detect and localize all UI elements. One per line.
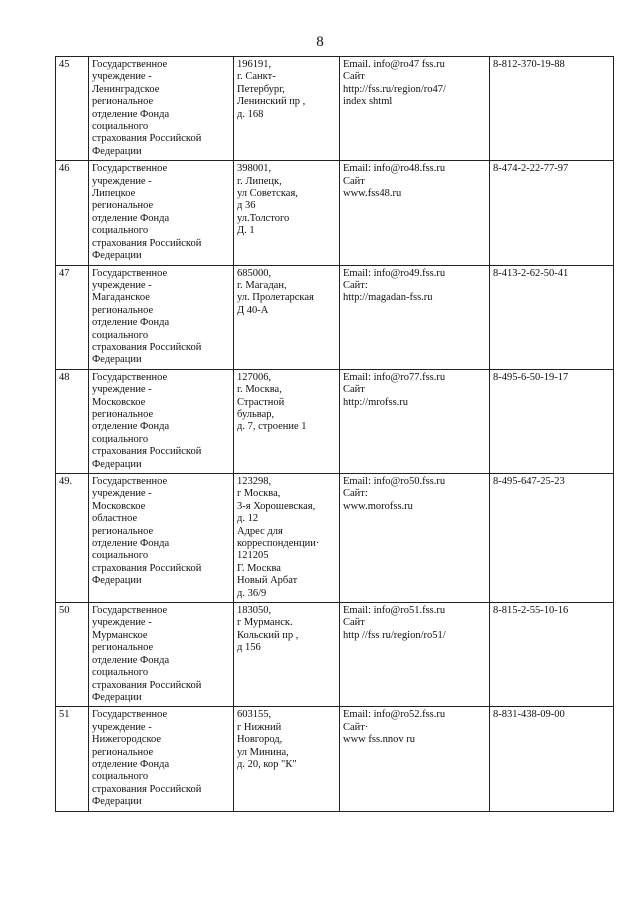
email-website-line: Сайт (343, 175, 365, 187)
email-website (340, 57, 490, 161)
organization-name-line: Федерации (92, 796, 142, 808)
email-website-line: index shtml (343, 96, 393, 108)
organization-name-line: отделение Фонда (92, 654, 170, 666)
postal-address-line: д 36 (237, 200, 256, 212)
email-website (340, 603, 490, 707)
organization-name-line: страхования Российской (92, 133, 202, 145)
organization-name (89, 369, 234, 473)
email-website-line: http://fss.ru/region/ro47/ (343, 83, 446, 95)
page-number: 8 (316, 34, 324, 50)
organization-name-line: Федерации (92, 145, 142, 157)
postal-address-line: Д. 1 (237, 225, 255, 237)
email-website-line: http://mrofss.ru (343, 396, 409, 408)
table-row (56, 707, 614, 811)
organization-name-line: региональное (92, 200, 154, 212)
organization-name-line: региональное (92, 525, 154, 537)
postal-address (234, 57, 340, 161)
table-row (56, 369, 614, 473)
postal-address-line: Петербург, (237, 83, 285, 95)
email-website-line: Сайт: (343, 488, 368, 500)
email-website-line: Email: info@ro51.fss.ru (343, 605, 446, 617)
organization-name-line: региональное (92, 642, 154, 654)
row-number: 45 (56, 57, 89, 161)
postal-address-line: корреспонденции· (237, 538, 320, 550)
postal-address (234, 369, 340, 473)
email-website-line: Email: info@ro48.fss.ru (343, 163, 446, 175)
email-website-line: Сайт: (343, 279, 368, 291)
organization-name-line: учреждение - (92, 175, 152, 187)
organization-name-line: отделение Фонда (92, 108, 170, 120)
organization-name-line: отделение Фонда (92, 317, 170, 329)
email-website (340, 474, 490, 603)
phone-number: 8-474-2-22-77-97 (490, 161, 614, 265)
postal-address (234, 474, 340, 603)
email-website-line: www fss.nnov ru (343, 734, 416, 746)
organization-name-line: Магаданское (92, 292, 150, 304)
email-website-line: http //fss ru/region/ro51/ (343, 629, 446, 641)
organization-name-line: Мурманское (92, 629, 148, 641)
table-row (56, 265, 614, 369)
organization-name-line: социального (92, 433, 149, 445)
phone-number: 8-812-370-19-88 (490, 57, 614, 161)
organization-name-line: Московское (92, 396, 146, 408)
organization-name-line: страхования Российской (92, 237, 202, 249)
table-row (56, 474, 614, 603)
postal-address (234, 603, 340, 707)
email-website-line: Email: info@ro49.fss.ru (343, 267, 446, 279)
postal-address-line: 398001, (237, 163, 272, 175)
postal-address-line: 127006, (237, 371, 272, 383)
email-website-line: http://magadan-fss.ru (343, 292, 433, 304)
organization-name-line: Липецкое (92, 188, 136, 200)
organization-name-line: региональное (92, 408, 154, 420)
organization-name-line: Федерации (92, 691, 142, 703)
organization-name-line: Федерации (92, 458, 142, 470)
row-number: 50 (56, 603, 89, 707)
organization-name (89, 161, 234, 265)
postal-address-line: 196191, (237, 59, 272, 70)
organization-name (89, 474, 234, 603)
organization-name-line: региональное (92, 304, 154, 316)
organization-name (89, 603, 234, 707)
organization-name-line: Государственное (92, 371, 168, 383)
postal-address-line: д. 7, строение 1 (237, 421, 307, 433)
organization-name-line: областное (92, 513, 138, 525)
organization-name-line: учреждение - (92, 279, 152, 291)
email-website (340, 707, 490, 811)
postal-address-line: ул Советская, (237, 188, 298, 200)
organization-name-line: социального (92, 121, 149, 133)
postal-address-line: г. Санкт- (237, 71, 276, 83)
postal-address (234, 265, 340, 369)
postal-address-line: г. Москва, (237, 384, 282, 396)
phone-number: 8-495-6-50-19-17 (490, 369, 614, 473)
postal-address-line: Новгород, (237, 734, 283, 746)
postal-address (234, 161, 340, 265)
postal-address-line: 603155, (237, 709, 272, 721)
postal-address-line: г Мурманск. (237, 617, 293, 629)
postal-address-line: ул. Пролетарская (237, 292, 314, 304)
organization-name-line: Федерации (92, 250, 142, 262)
organization-name-line: Нижегородское (92, 734, 162, 746)
row-number: 47 (56, 265, 89, 369)
postal-address-line: д 156 (237, 642, 261, 654)
organization-name-line: Государственное (92, 605, 168, 617)
organization-name (89, 57, 234, 161)
organization-name-line: страхования Российской (92, 679, 202, 691)
postal-address-line: Г. Москва (237, 562, 281, 574)
postal-address-line: Д 40-А (237, 304, 269, 316)
row-number: 46 (56, 161, 89, 265)
organization-name-line: Государственное (92, 163, 168, 175)
organization-name-line: Ленинградское (92, 83, 160, 95)
postal-address-line: Адрес для (237, 525, 283, 537)
email-website-line: Сайт· (343, 721, 369, 733)
organization-name-line: региональное (92, 746, 154, 758)
organization-name-line: Государственное (92, 476, 168, 487)
organization-name-line: Федерации (92, 354, 142, 366)
table-row (56, 57, 614, 161)
email-website-line: Email. info@ro47 fss.ru (343, 59, 445, 70)
postal-address-line: д. 20, кор "К" (237, 758, 297, 770)
organization-name-line: социального (92, 667, 149, 679)
organization-name-line: Государственное (92, 59, 168, 70)
organization-name-line: учреждение - (92, 384, 152, 396)
email-website-line: Email: info@ro52.fss.ru (343, 709, 446, 721)
organization-name-line: социального (92, 329, 149, 341)
postal-address-line: Страстной (237, 396, 285, 408)
organization-name-line: отделение Фонда (92, 421, 170, 433)
row-number: 49. (56, 474, 89, 603)
postal-address-line: 685000, (237, 267, 272, 279)
organization-name-line: учреждение - (92, 488, 152, 500)
table-row (56, 161, 614, 265)
postal-address-line: Новый Арбат (237, 575, 298, 587)
postal-address-line: г. Липецк, (237, 175, 282, 187)
email-website-line: www.fss48.ru (343, 188, 402, 200)
organization-name-line: отделение Фонда (92, 758, 170, 770)
row-number: 51 (56, 707, 89, 811)
postal-address-line: д. 36/9 (237, 587, 267, 599)
phone-number: 8-815-2-55-10-16 (490, 603, 614, 707)
postal-address-line: Ленинский пр , (237, 96, 306, 108)
organization-name (89, 265, 234, 369)
row-number: 48 (56, 369, 89, 473)
organization-name-line: Московское (92, 500, 146, 512)
postal-address-line: ул.Толстого (237, 212, 290, 224)
table-row (56, 603, 614, 707)
postal-address-line: г Нижний (237, 721, 282, 733)
fss-offices-table (55, 56, 614, 812)
postal-address-line: г. Магадан, (237, 279, 287, 291)
organization-name-line: отделение Фонда (92, 538, 170, 550)
organization-name-line: Государственное (92, 267, 168, 279)
postal-address-line: 3-я Хорошевская, (237, 500, 316, 512)
phone-number: 8-413-2-62-50-41 (490, 265, 614, 369)
organization-name-line: учреждение - (92, 71, 152, 83)
organization-name-line: страхования Российской (92, 783, 202, 795)
organization-name-line: социального (92, 771, 149, 783)
email-website-line: Сайт (343, 617, 365, 629)
organization-name-line: Федерации (92, 575, 142, 587)
organization-name-line: страхования Российской (92, 341, 202, 353)
email-website-line: Email: info@ro50.fss.ru (343, 476, 446, 487)
organization-name-line: социального (92, 550, 149, 562)
postal-address-line: д. 12 (237, 513, 259, 525)
organization-name-line: страхования Российской (92, 446, 202, 458)
email-website-line: Сайт (343, 71, 365, 83)
organization-name-line: Государственное (92, 709, 168, 721)
postal-address-line: ул Минина, (237, 746, 289, 758)
postal-address-line: Кольский пр , (237, 629, 299, 641)
postal-address-line: д. 168 (237, 108, 264, 120)
postal-address (234, 707, 340, 811)
organization-name (89, 707, 234, 811)
table-body (56, 57, 614, 812)
email-website-line: Email: info@ro77.fss.ru (343, 371, 446, 383)
organization-name-line: социального (92, 225, 149, 237)
phone-number: 8-831-438-09-00 (490, 707, 614, 811)
postal-address-line: 121205 (237, 550, 269, 562)
organization-name-line: учреждение - (92, 617, 152, 629)
email-website-line: www.morofss.ru (343, 500, 413, 512)
organization-name-line: региональное (92, 96, 154, 108)
postal-address-line: 183050, (237, 605, 272, 617)
email-website (340, 161, 490, 265)
organization-name-line: учреждение - (92, 721, 152, 733)
postal-address-line: 123298, (237, 476, 272, 487)
email-website-line: Сайт (343, 384, 365, 396)
postal-address-line: бульвар, (237, 408, 275, 420)
email-website (340, 265, 490, 369)
postal-address-line: г Москва, (237, 488, 281, 500)
organization-name-line: отделение Фонда (92, 212, 170, 224)
email-website (340, 369, 490, 473)
organization-name-line: страхования Российской (92, 562, 202, 574)
phone-number: 8-495-647-25-23 (490, 474, 614, 603)
